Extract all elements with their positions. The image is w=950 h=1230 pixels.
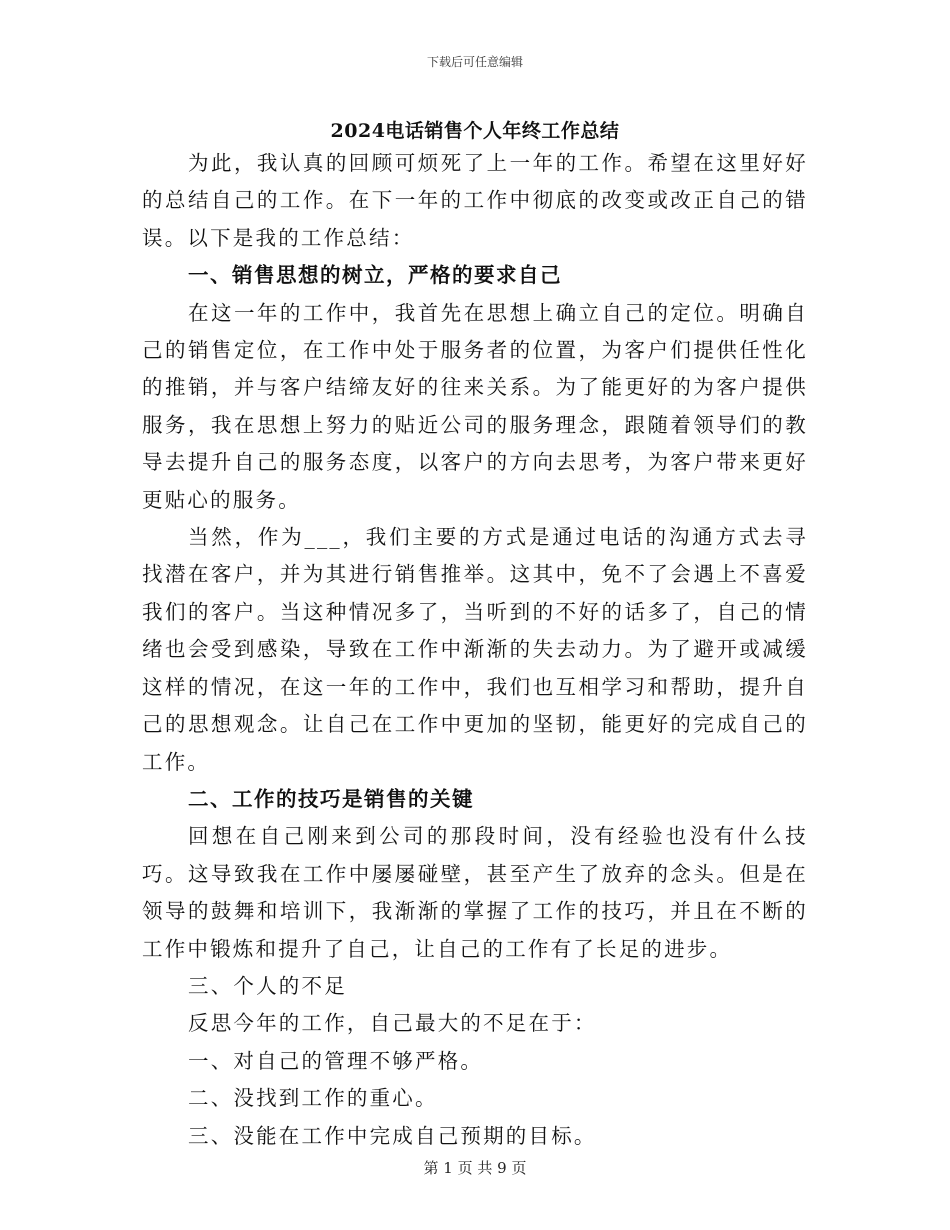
section-2-paragraph-1: 回想在自己刚来到公司的那段时间，没有经验也没有什么技巧。这导致我在工作中屡屡碰壁，甚至产生了放弃的念头。但是在领导的鼓舞和培训下，我渐渐的掌握了工作的技巧，并且在不断的工作中锻炼和提升了自己，让自己的工作有了长足的进步。 [142, 824, 808, 961]
list-item: 二、没找到工作的重心。 [188, 1086, 438, 1111]
document-body [142, 145, 808, 1155]
intro-paragraph: 为此，我认真的回顾可烦死了上一年的工作。希望在这里好好的总结自己的工作。在下一年的工作中彻底的改变或改正自己的错误。以下是我的工作总结： [142, 151, 808, 250]
section-2-heading: 二、工作的技巧是销售的关键 [188, 786, 474, 811]
section-1-heading: 一、销售思想的树立，严格的要求自己 [188, 263, 562, 288]
document-title: 2024电话销售个人年终工作总结 [330, 120, 620, 142]
list-item: 三、没能在工作中完成自己预期的目标。 [188, 1123, 597, 1148]
section-1-paragraph-1: 在这一年的工作中，我首先在思想上确立自己的定位。明确自己的销售定位，在工作中处于服务者的位置，为客户们提供任性化的推销，并与客户结缔友好的往来关系。为了能更好的为客户提供服务，我在思想上努力的贴近公司的服务理念，跟随着领导们的教导去提升自己的服务态度，以客户的方向去思考，为客户带来更好更贴心的服务。 [142, 300, 808, 512]
download-note: 下载后可任意编辑 [426, 55, 523, 69]
list-item: 一、对自己的管理不够严格。 [188, 1048, 484, 1073]
section-3-paragraph-1: 反思今年的工作，自己最大的不足在于： [188, 1011, 597, 1036]
section-3-heading: 三、个人的不足 [188, 973, 347, 998]
page-number-footer: 第 1 页 共 9 页 [423, 1159, 527, 1177]
section-1-paragraph-2: 当然，作为___，我们主要的方式是通过电话的沟通方式去寻找潜在客户，并为其进行销售推举。这其中，免不了会遇上不喜爱我们的客户。当这种情况多了，当听到的不好的话多了，自己的情绪也会受到感染，导致在工作中渐渐的失去动力。为了避开或减缓这样的情况，在这一年的工作中，我们也互相学习和帮助，提升自己的思想观念。让自己在工作中更加的坚韧，能更好的完成自己的工作。 [142, 525, 808, 774]
